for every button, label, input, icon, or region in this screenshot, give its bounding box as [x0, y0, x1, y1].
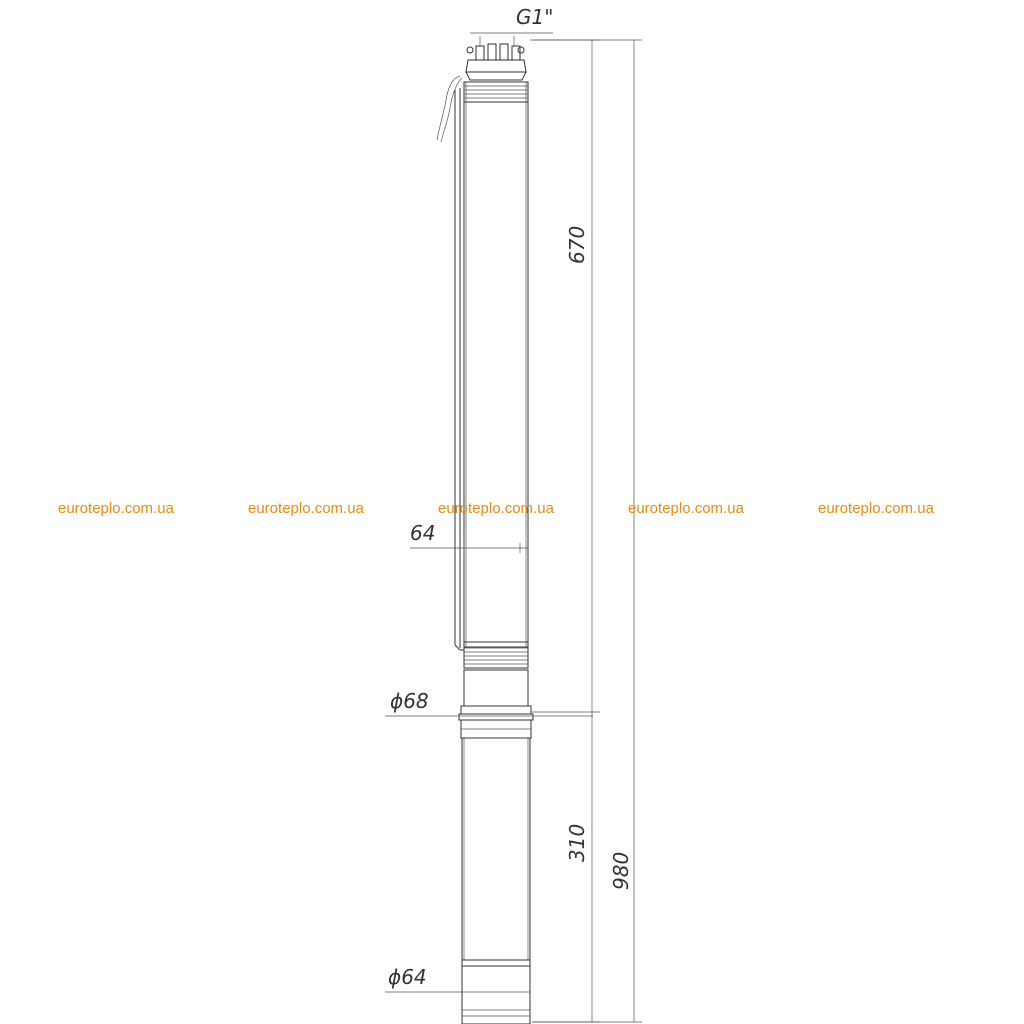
- motor-body: [462, 738, 530, 1024]
- watermark-2: euroteplo.com.ua: [248, 500, 364, 517]
- dim-thread-label: G1": [516, 5, 554, 29]
- dim-pump-length-label: 670: [565, 225, 589, 264]
- dim-motor-diameter-label: ϕ64: [388, 965, 427, 989]
- dim-collar-diameter-label: ϕ68: [390, 689, 429, 713]
- dim-motor-length-label: 310: [565, 823, 589, 862]
- dim-total-length: [532, 40, 642, 1022]
- watermark-5: euroteplo.com.ua: [818, 500, 934, 517]
- dim-pump-diameter-label: 64: [410, 521, 436, 545]
- intake-screen: [464, 670, 528, 706]
- dim-pump-length: [530, 40, 600, 712]
- dim-motor-diameter: [385, 965, 530, 992]
- watermark-1: euroteplo.com.ua: [58, 500, 174, 517]
- dim-pump-diameter: [410, 521, 528, 553]
- dim-motor-length: [532, 712, 600, 1022]
- watermark-3: euroteplo.com.ua: [438, 500, 554, 517]
- coupling-collar: [459, 706, 533, 738]
- cable-guard: [437, 76, 464, 650]
- discharge-head: [466, 44, 526, 80]
- watermark-4: euroteplo.com.ua: [628, 500, 744, 517]
- pump-body: [464, 82, 528, 668]
- dim-total-length-label: 980: [609, 851, 633, 890]
